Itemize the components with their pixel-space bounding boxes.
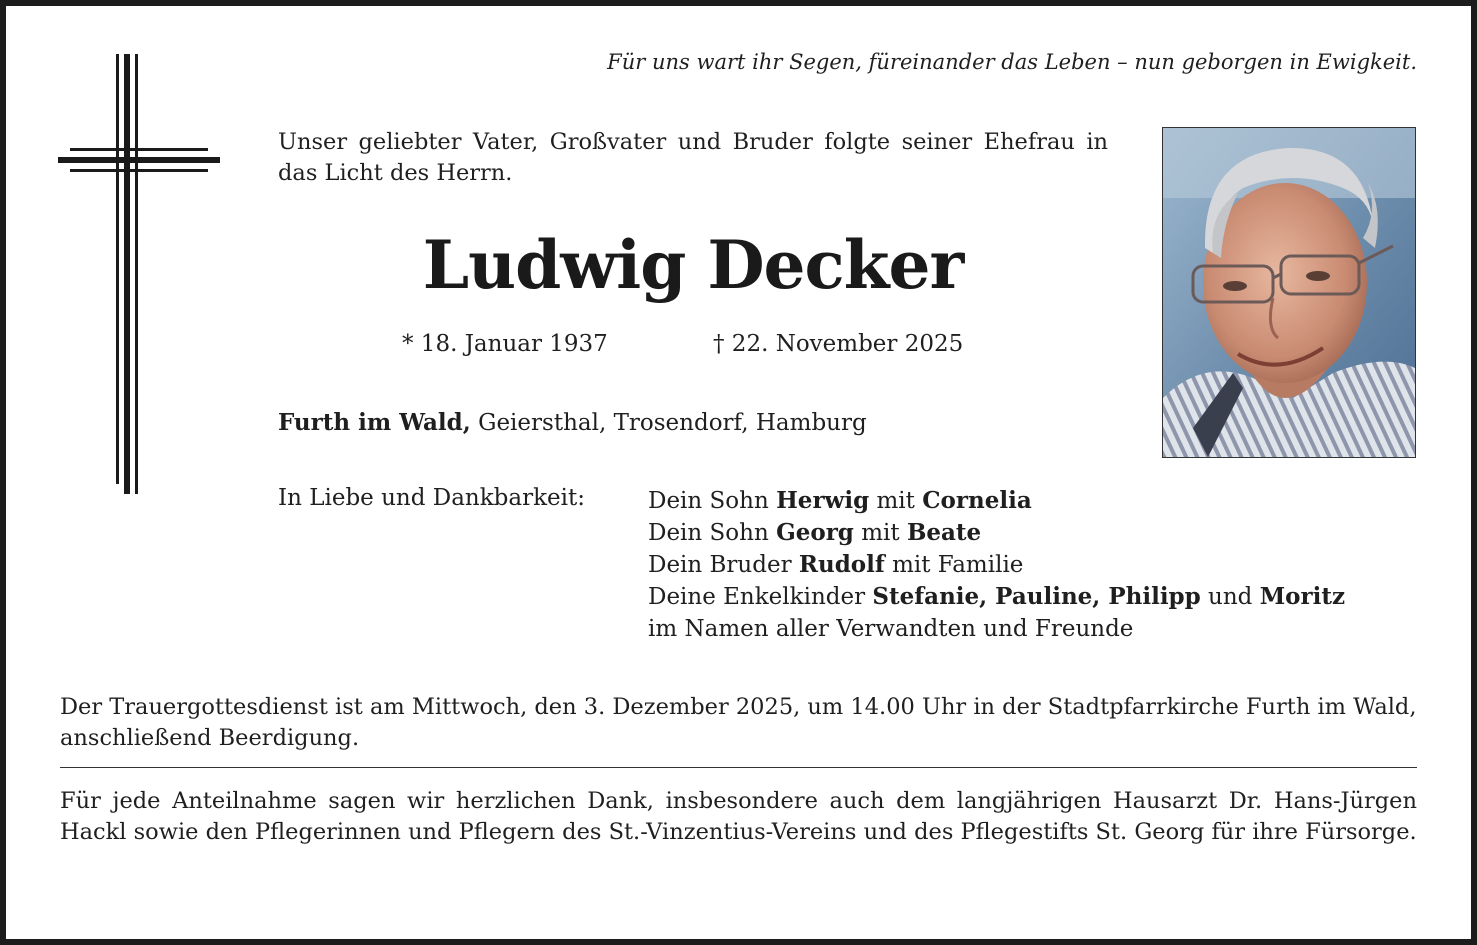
- mourner-line: [648, 517, 1345, 549]
- mourner-text: Dein Sohn: [648, 488, 777, 514]
- cross-icon: [58, 54, 220, 494]
- portrait-image: [1163, 128, 1415, 457]
- mourner-line: [648, 549, 1345, 581]
- mourner-text: mit: [853, 520, 907, 546]
- mourner-name: Cornelia: [922, 487, 1032, 514]
- other-places: Geiersthal, Trosendorf, Hamburg: [470, 410, 867, 436]
- mourner-text: mit: [869, 488, 923, 514]
- death-date: † 22. November 2025: [713, 331, 964, 357]
- main-place: Furth im Wald,: [278, 409, 471, 436]
- thanks-text: Für jede Anteilnahme sagen wir herzlichen Dank, insbesondere auch dem langjährigen Hausarzt Dr. Hans-Jürgen Hackl sowie den Pflegerinnen und Pflegern des St.-Vinzentius-Vereins und des Pflegestifts St. Georg für ihre Fürsorge.: [60, 788, 1417, 845]
- mourner-text: Deine Enkelkinder: [648, 584, 873, 610]
- mourner-name: Moritz: [1259, 583, 1346, 610]
- mourner-line: [648, 581, 1345, 613]
- mourner-name: Beate: [906, 519, 982, 546]
- portrait-photo: [1162, 127, 1416, 458]
- mourner-line: [648, 485, 1345, 517]
- mourner-text: Dein Bruder: [648, 552, 799, 578]
- mourner-text: Dein Sohn: [648, 520, 777, 546]
- mourner-name: Herwig: [776, 487, 870, 514]
- divider: [60, 767, 1417, 768]
- mourner-text: mit Familie: [884, 552, 1024, 578]
- mourners-list: [648, 485, 1345, 645]
- birth-date: * 18. Januar 1937: [402, 331, 608, 357]
- mourner-line: [648, 613, 1345, 645]
- places-line: [278, 409, 867, 436]
- mourner-name: Georg: [776, 519, 854, 546]
- service-info: Der Trauergottesdienst ist am Mittwoch, den 3. Dezember 2025, um 14.00 Uhr in der Stadtpfarrkirche Furth im Wald, anschließend Beerdigung.: [60, 694, 1417, 751]
- intro-text: Unser geliebter Vater, Großvater und Bruder folgte seiner Ehefrau in das Licht des Herrn.: [278, 129, 1108, 186]
- deceased-name: Ludwig Decker: [422, 226, 964, 304]
- motto-quote: Für uns wart ihr Segen, füreinander das Leben – nun geborgen in Ewigkeit.: [607, 50, 1417, 74]
- mourner-name: Stefanie, Pauline, Philipp: [872, 583, 1201, 610]
- mourning-label: In Liebe und Dankbarkeit:: [278, 485, 585, 511]
- mourner-name: Rudolf: [798, 551, 885, 578]
- mourner-text: im Namen aller Verwandten und Freunde: [648, 616, 1134, 642]
- mourner-text: und: [1200, 584, 1260, 610]
